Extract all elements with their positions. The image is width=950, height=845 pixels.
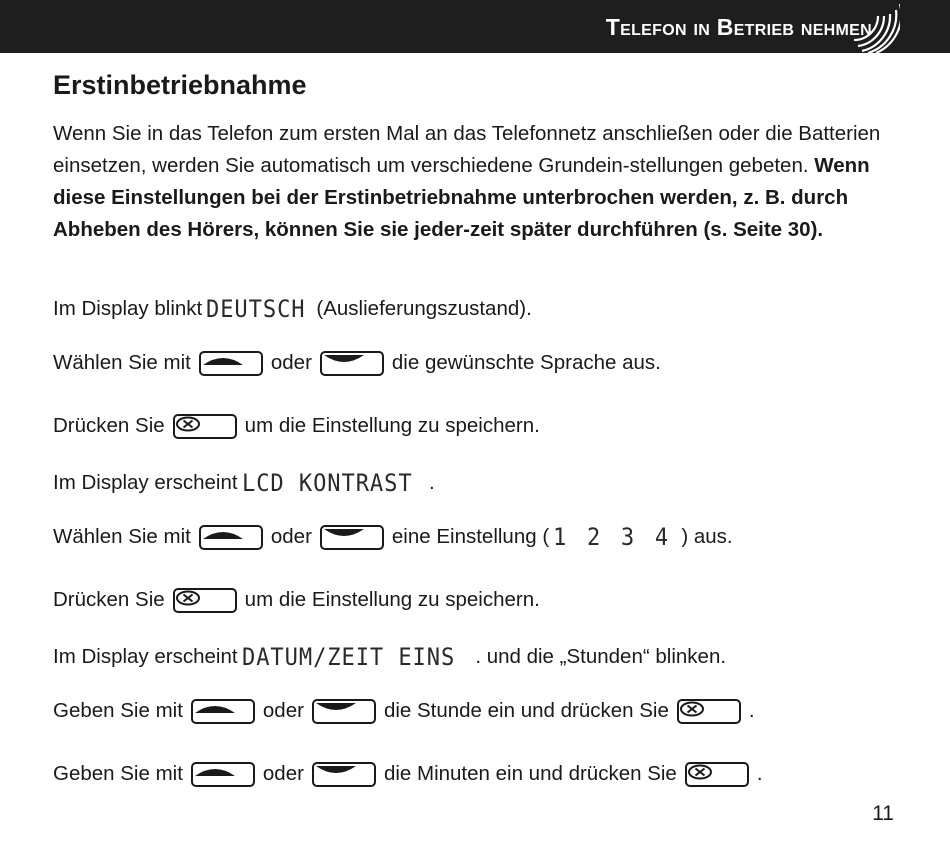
step-text: Drücken Sie [53,414,165,437]
step-text: Geben Sie mit [53,699,183,722]
step-text: Drücken Sie [53,588,165,611]
step-enter-hour [53,694,755,728]
step-text: die gewünschte Sprache aus. [391,351,661,374]
step-text: Geben Sie mit [53,762,183,785]
step-text: oder [262,699,304,722]
step-enter-minutes [53,757,763,791]
step-text: Wählen Sie mit [53,351,191,374]
step-text: um die Einstellung zu speichern. [244,414,540,437]
step-text: eine Einstellung ( [391,525,550,548]
step-text: ) aus. [681,525,733,548]
step-text: die Minuten ein und drücken Sie [383,762,677,785]
arrow-down-key-icon [312,699,376,724]
arrow-down-key-icon [320,525,384,550]
step-text: . [756,762,763,785]
ok-key-icon [685,762,749,787]
section-title: Erstinbetriebnahme [53,70,307,100]
ok-key-icon [677,699,741,724]
step-text: um die Einstellung zu speichern. [244,588,540,611]
step-press-ok [53,583,540,617]
step-text: die Stunde ein und drücken Sie [383,699,669,722]
lcd-text: 1 2 3 4 [553,523,670,551]
step-select-language [53,346,661,380]
step-select-contrast [53,520,733,554]
arrow-down-key-icon [312,762,376,787]
step-text: (Auslieferungszustand). [316,297,532,320]
lcd-text: DEUTSCH [206,295,306,323]
intro-bold-text: Wenn diese Einstellungen bei der Erstinbetriebnahme unterbrochen werden, z. B. durch Abheben des Hörers, können Sie sie jeder-zeit später durchführen (s. Seite 30). [53,154,870,241]
ok-key-icon [173,588,237,613]
page-number: 11 [872,802,894,825]
step-text: oder [262,762,304,785]
arrow-up-key-icon [191,762,255,787]
arrow-up-key-icon [199,351,263,376]
step-press-ok [53,409,540,443]
lcd-text: DATUM/ZEIT EINS [241,643,455,671]
step-text: Im Display erscheint [53,471,238,494]
step-display-lcd-kontrast [53,466,435,500]
step-text: . [428,471,435,494]
step-display-datum-zeit [53,640,726,674]
arrow-down-key-icon [320,351,384,376]
header-bar [0,0,950,53]
step-text: oder [270,525,312,548]
step-display-deutsch [53,292,532,326]
ok-key-icon [173,414,237,439]
intro-paragraph [53,118,883,246]
arrow-up-key-icon [199,525,263,550]
intro-normal-text: Wenn Sie in das Telefon zum ersten Mal an das Telefonnetz anschließen oder die Batterien einsetzen, werden Sie automatisch um verschiedene Grundein-stellungen gebeten. [53,122,881,177]
step-text: Wählen Sie mit [53,525,191,548]
chapter-title: Telefon in Betrieb nehmen [605,14,872,40]
step-text: . und die „Stunden“ blinken. [475,645,727,668]
step-text: Im Display blinkt [53,297,203,320]
lcd-text: LCD KONTRAST [241,469,413,497]
step-text: . [748,699,755,722]
step-text: Im Display erscheint [53,645,238,668]
signal-arcs-logo-icon [848,0,900,53]
step-text: oder [270,351,312,374]
arrow-up-key-icon [191,699,255,724]
